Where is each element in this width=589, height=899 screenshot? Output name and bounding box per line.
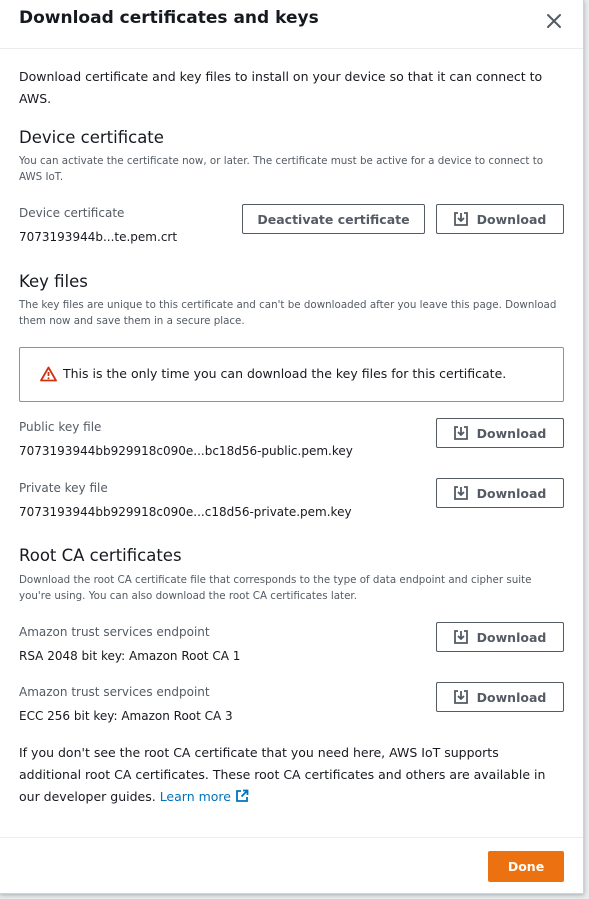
root-ca-1-label: Amazon trust services endpoint (19, 625, 210, 639)
learn-more-link[interactable] (160, 789, 249, 804)
root-ca-description: Download the root CA certificate file that corresponds to the type of data endpoint and cipher suite you're using. You can also download the root CA certificates later. (19, 574, 532, 602)
external-link-icon (235, 789, 249, 803)
download-root-ca-1-button[interactable] (436, 622, 564, 652)
warning-text: This is the only time you can download the key files for this certificate. (63, 366, 507, 381)
device-certificate-label: Device certificate (19, 206, 125, 220)
modal-title: Download certificates and keys (19, 8, 319, 28)
download-button-label: Download (476, 211, 547, 227)
private-key-filename: 7073193944bb929918c090e...c18d56-private.pem.key (19, 505, 352, 519)
download-device-certificate-button[interactable] (436, 204, 564, 234)
intro-text: Download certificate and key files to install on your device so that it can connect to AWS. (19, 69, 543, 106)
device-certificate-heading: Device certificate (19, 128, 164, 147)
device-certificate-filename: 7073193944b...te.pem.crt (19, 230, 178, 244)
root-ca-1-value: RSA 2048 bit key: Amazon Root CA 1 (19, 649, 241, 663)
modal-header (0, 0, 583, 49)
download-root-ca-3-button[interactable] (436, 682, 564, 712)
root-ca-heading: Root CA certificates (19, 546, 182, 565)
key-files-description: The key files are unique to this certificate and can't be downloaded after you leave this page. Download them now and save them in a secure place. (19, 299, 557, 327)
download-button-label: Download (476, 425, 547, 441)
learn-more-label: Learn more (159, 789, 231, 804)
download-icon (454, 486, 468, 500)
root-ca-3-value: ECC 256 bit key: Amazon Root CA 3 (19, 709, 233, 723)
root-ca-3-label: Amazon trust services endpoint (19, 685, 210, 699)
download-icon (454, 630, 468, 644)
download-button-label: Download (476, 485, 547, 501)
download-icon (454, 690, 468, 704)
close-icon (542, 9, 566, 33)
close-button[interactable] (542, 9, 566, 33)
key-files-heading: Key files (19, 272, 88, 291)
additional-root-ca-text (19, 742, 564, 808)
deactivate-certificate-button[interactable]: Deactivate certificate (242, 204, 425, 234)
download-icon (454, 212, 468, 226)
public-key-filename: 7073193944bb929918c090e...bc18d56-public.pem.key (19, 444, 353, 458)
download-private-key-button[interactable] (436, 478, 564, 508)
download-button-label: Download (476, 689, 547, 705)
additional-root-ca-description: If you don't see the root CA certificate that you need here, AWS IoT supports additional root CA certificates. These root CA certificates and others are available in our developer guides. (19, 745, 546, 804)
warning-icon (40, 366, 57, 382)
done-button[interactable]: Done (488, 851, 564, 882)
key-files-warning-alert (19, 347, 564, 402)
download-public-key-button[interactable] (436, 418, 564, 448)
download-button-label: Download (476, 629, 547, 645)
device-certificate-description: You can activate the certificate now, or later. The certificate must be active for a device to connect to AWS IoT. (19, 155, 544, 183)
public-key-label: Public key file (19, 420, 102, 434)
modal-footer (0, 837, 583, 894)
download-icon (454, 426, 468, 440)
private-key-label: Private key file (19, 481, 108, 495)
